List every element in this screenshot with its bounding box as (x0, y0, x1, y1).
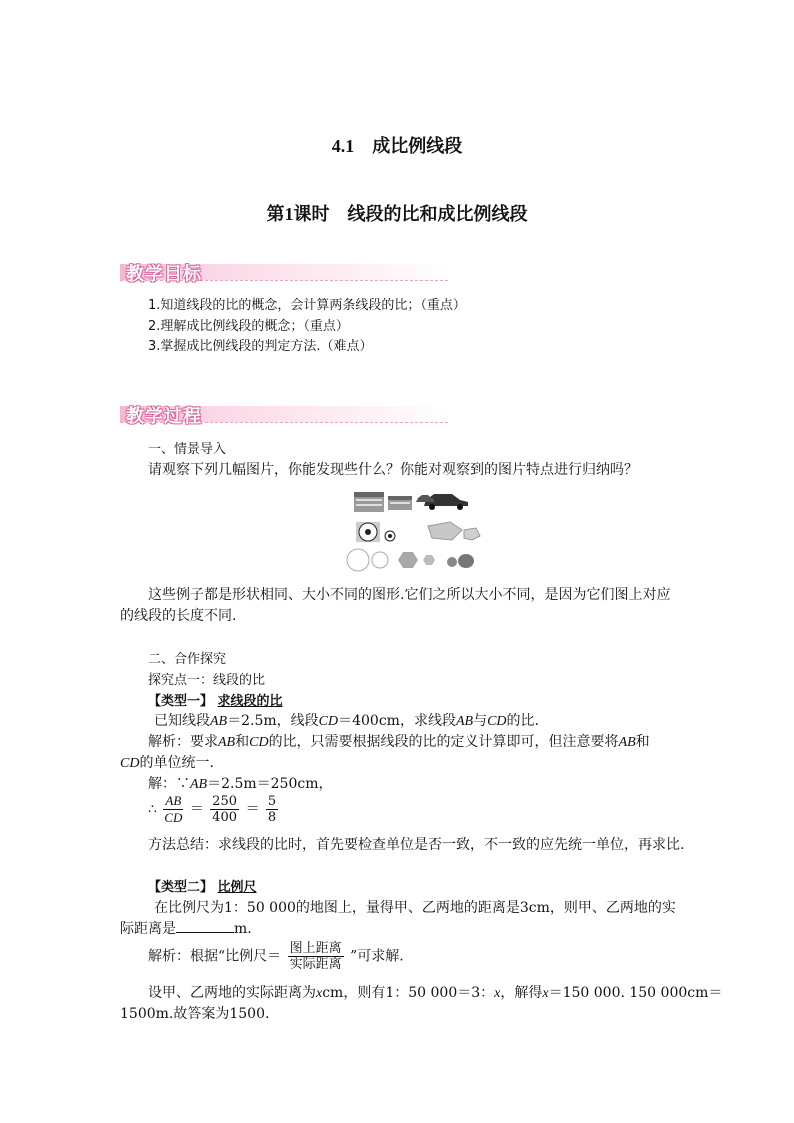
fraction-ab-cd: $\frac{AB}{CD}$ (164, 793, 183, 825)
circle-small-icon (372, 552, 388, 568)
dot-large-icon (458, 554, 474, 568)
analysis-text: CD的单位统一. (120, 755, 214, 771)
process-banner-label: 教学过程 (126, 406, 202, 427)
method-summary: 方法总结：求线段的比时，首先要检查单位是否一致，不一致的应先统一单位，再求比. (148, 837, 685, 853)
type-name: 比例尺 (217, 880, 257, 895)
type-heading (148, 690, 283, 709)
fraction-250-400: $\frac{250}{400}$ (212, 794, 237, 825)
answer-blank (176, 920, 234, 933)
analysis-text: 解析：根据“比例尺＝ $\frac{\text{图上距离}}{\text{实际距离}}$ ”可求解. (148, 941, 404, 972)
pentagon-large-icon (428, 522, 462, 540)
fraction-5-8: $\frac{5}{8}$ (267, 794, 277, 825)
example-text: 在比例尺为1：50 000的地图上，量得甲、乙两地的距离是3cm，则甲、乙两地的实 (154, 900, 676, 916)
question-text: 请观察下列几幅图片，你能发现些什么？你能对观察到的图片特点进行归纳吗？ (148, 462, 638, 478)
goal-item: 3.掌握成比例线段的判定方法.（难点） (148, 339, 373, 354)
type-heading (148, 876, 257, 895)
goal-item: 1.知道线段的比的概念，会计算两条线段的比；（重点） (148, 298, 466, 313)
section-title: 4.1 成比例线段 (331, 136, 463, 156)
hexagon-small-icon (423, 555, 435, 565)
explore-point: 探究点一：线段的比 (148, 673, 266, 688)
pentagon-small-icon (464, 528, 480, 540)
building-photo-small (388, 496, 412, 510)
section-heading: 二、合作探究 (148, 652, 227, 667)
solution-text: 解：∵AB＝2.5m＝250cm， (148, 776, 333, 792)
solution-text: 设甲、乙两地的实际距离为xcm，则有1：50 000＝3：x，解得x＝150 000. 150 000cm＝ (148, 985, 723, 1001)
fraction-scale-definition: $\frac{\text{图上距离}}{\text{实际距离}}$ (289, 941, 342, 972)
analysis-text: 解析：要求AB和CD的比，只需要根据线段的比的定义计算即可，但注意要将AB和 (148, 734, 650, 750)
fraction-equation: ∴ $\frac{AB}{CD}$ ＝ $\frac{250}{400}$ ＝ $\frac{5}{8}$ (148, 793, 277, 825)
hexagon-large-icon (398, 552, 418, 568)
answer-text: 的线段的长度不同. (120, 608, 237, 624)
example-text: 际距离是 m. (120, 921, 252, 937)
type-tag: 【类型二】 (148, 880, 214, 895)
goal-item: 2.理解成比例线段的概念；（重点） (148, 319, 349, 334)
type-name: 求线段的比 (217, 694, 283, 709)
type-tag: 【类型一】 (148, 694, 214, 709)
similar-shapes-figure (340, 486, 490, 574)
lesson-subtitle: 第1课时 线段的比和成比例线段 (266, 204, 528, 224)
solution-text: 1500m.故答案为1500. (120, 1006, 270, 1022)
circle-large-icon (347, 549, 369, 571)
answer-text: 这些例子都是形状相同、大小不同的图形.它们之所以大小不同，是因为它们图上对应 (148, 587, 671, 603)
goals-banner-label: 教学目标 (126, 264, 202, 285)
section-heading: 一、情景导入 (148, 442, 227, 457)
soccer-ball-icon (356, 522, 395, 542)
dot-small-icon (447, 557, 457, 567)
example-text: 已知线段AB＝2.5m，线段CD＝400cm，求线段AB与CD的比. (154, 713, 539, 729)
building-photo-large (354, 492, 384, 512)
